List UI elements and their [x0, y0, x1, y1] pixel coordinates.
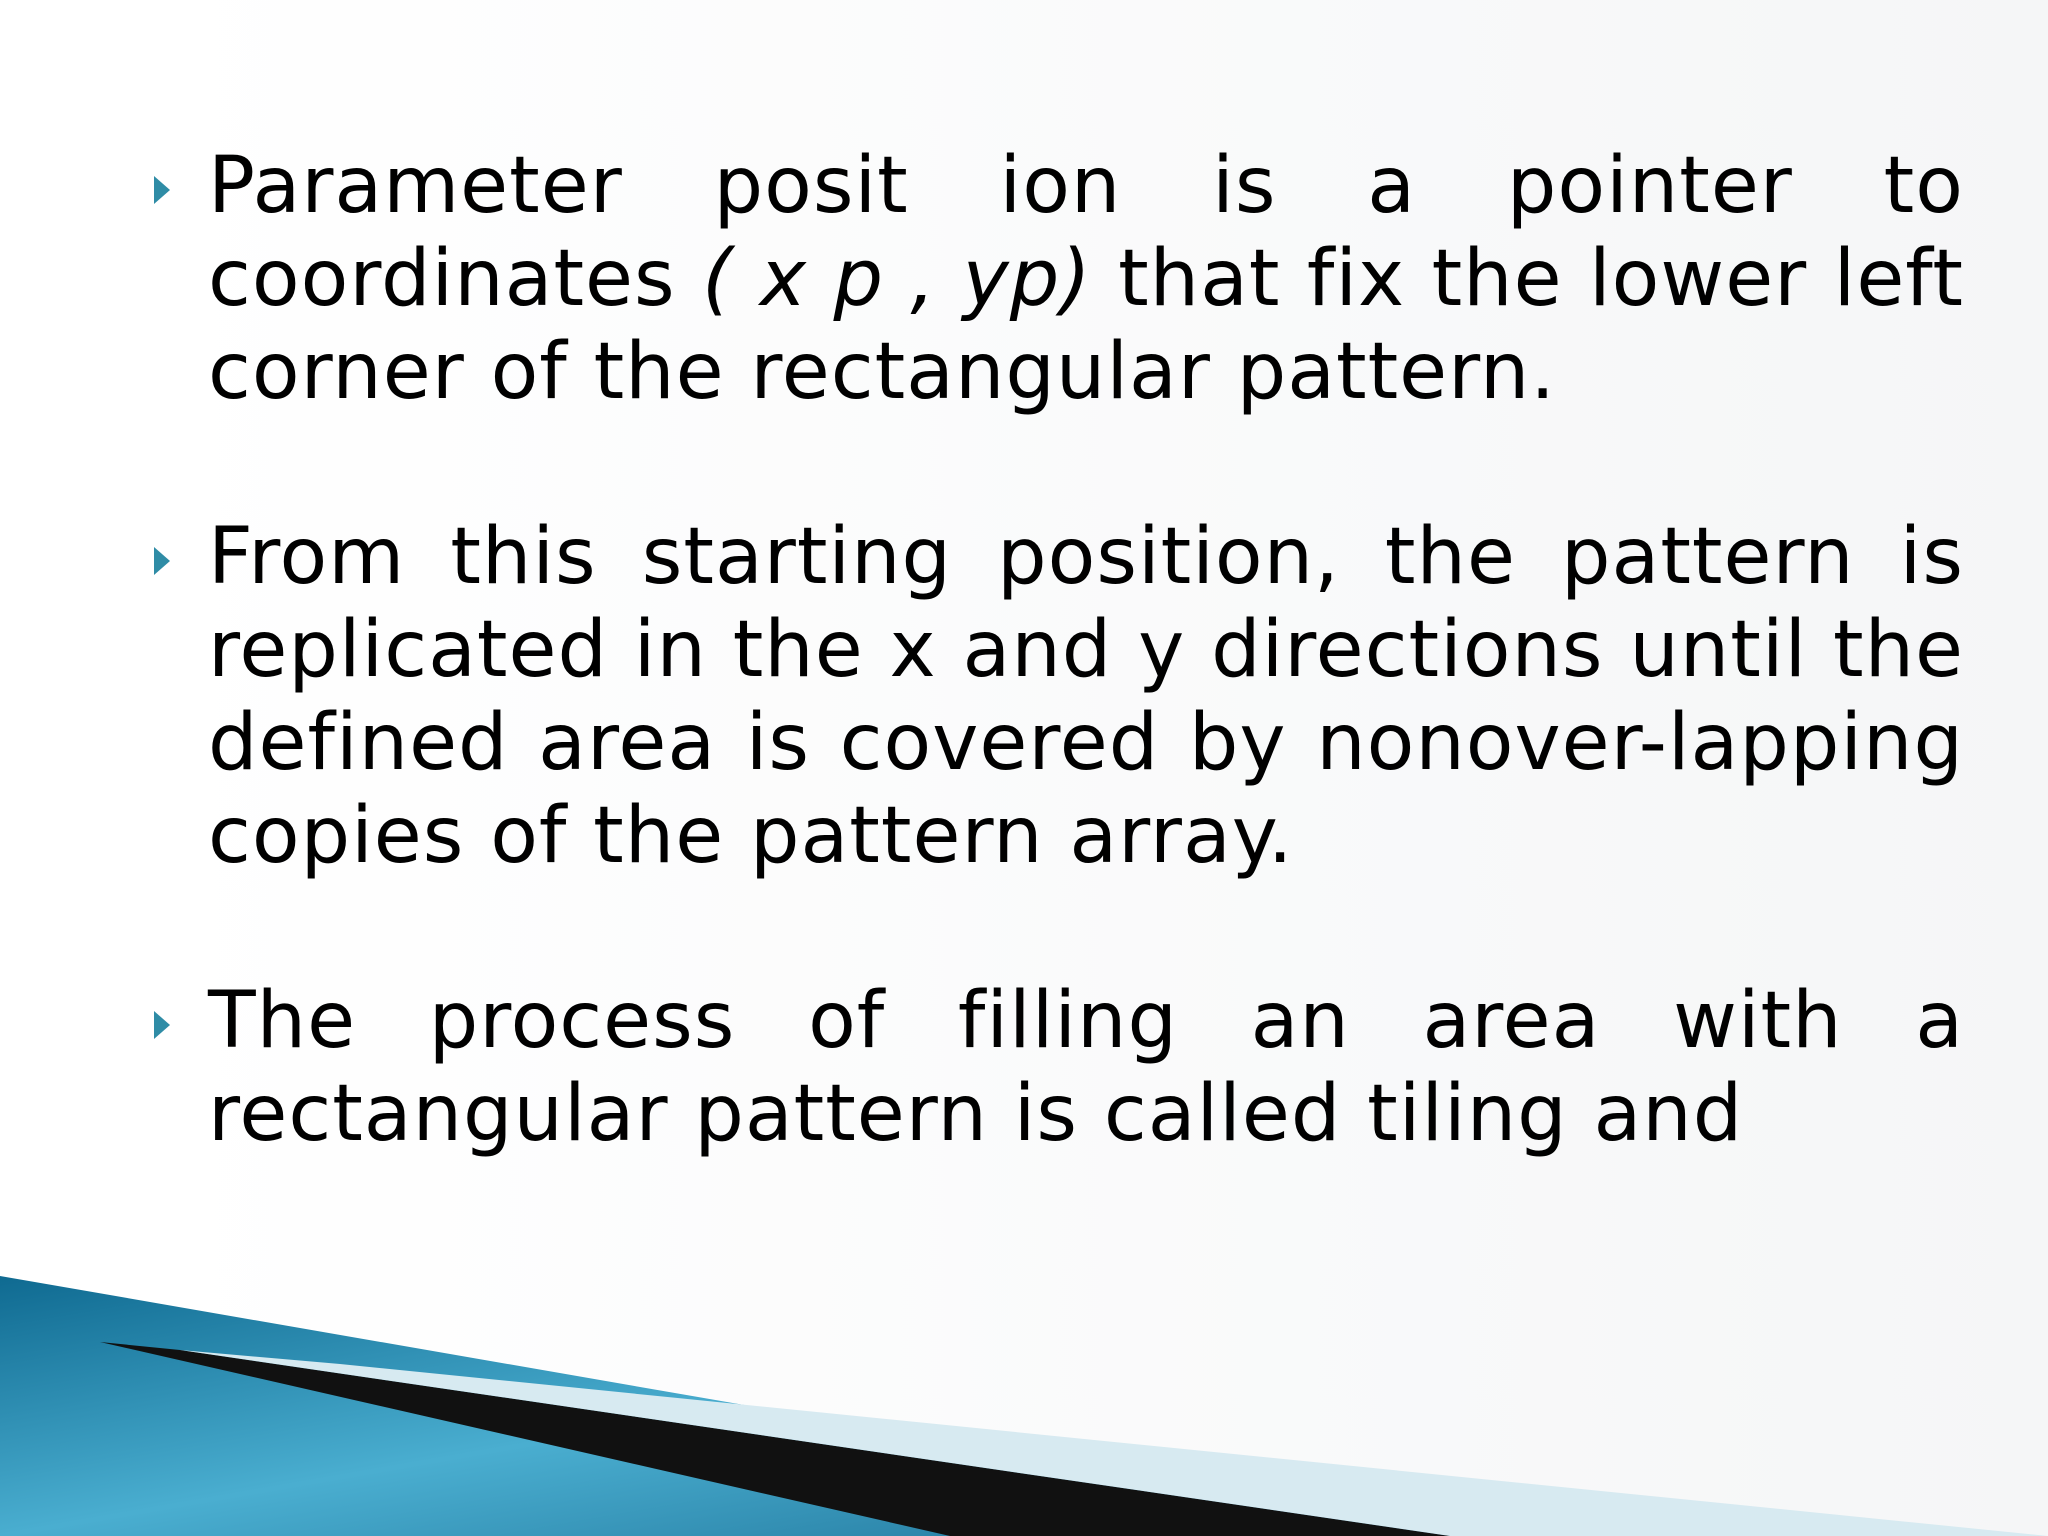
bullet-item-3	[142, 975, 1964, 1161]
bullet-1-text-before: Parameter posit ion is a pointer to coordinates	[208, 141, 1964, 324]
triangle-right-icon	[154, 176, 170, 204]
triangle-right-icon	[154, 1011, 170, 1039]
triangle-right-icon	[154, 547, 170, 575]
bullet-item-1	[142, 140, 1964, 419]
bullet-1-text-after: that fix the lower left corner of the rectangular pattern.	[208, 234, 1964, 417]
bullet-list	[142, 140, 1964, 1161]
bullet-item-2	[142, 511, 1964, 883]
bullet-1-coordinates: ( x p , yp)	[702, 234, 1092, 324]
bullet-2-text: From this starting position, the pattern is replicated in the x and y directions until the defined area is covered by nonover-lapping copies of the pattern array.	[208, 512, 1964, 881]
bullet-3-text: The process of filling an area with a rectangular pattern is called tiling and	[208, 976, 1964, 1159]
corner-decoration	[0, 1276, 2048, 1536]
